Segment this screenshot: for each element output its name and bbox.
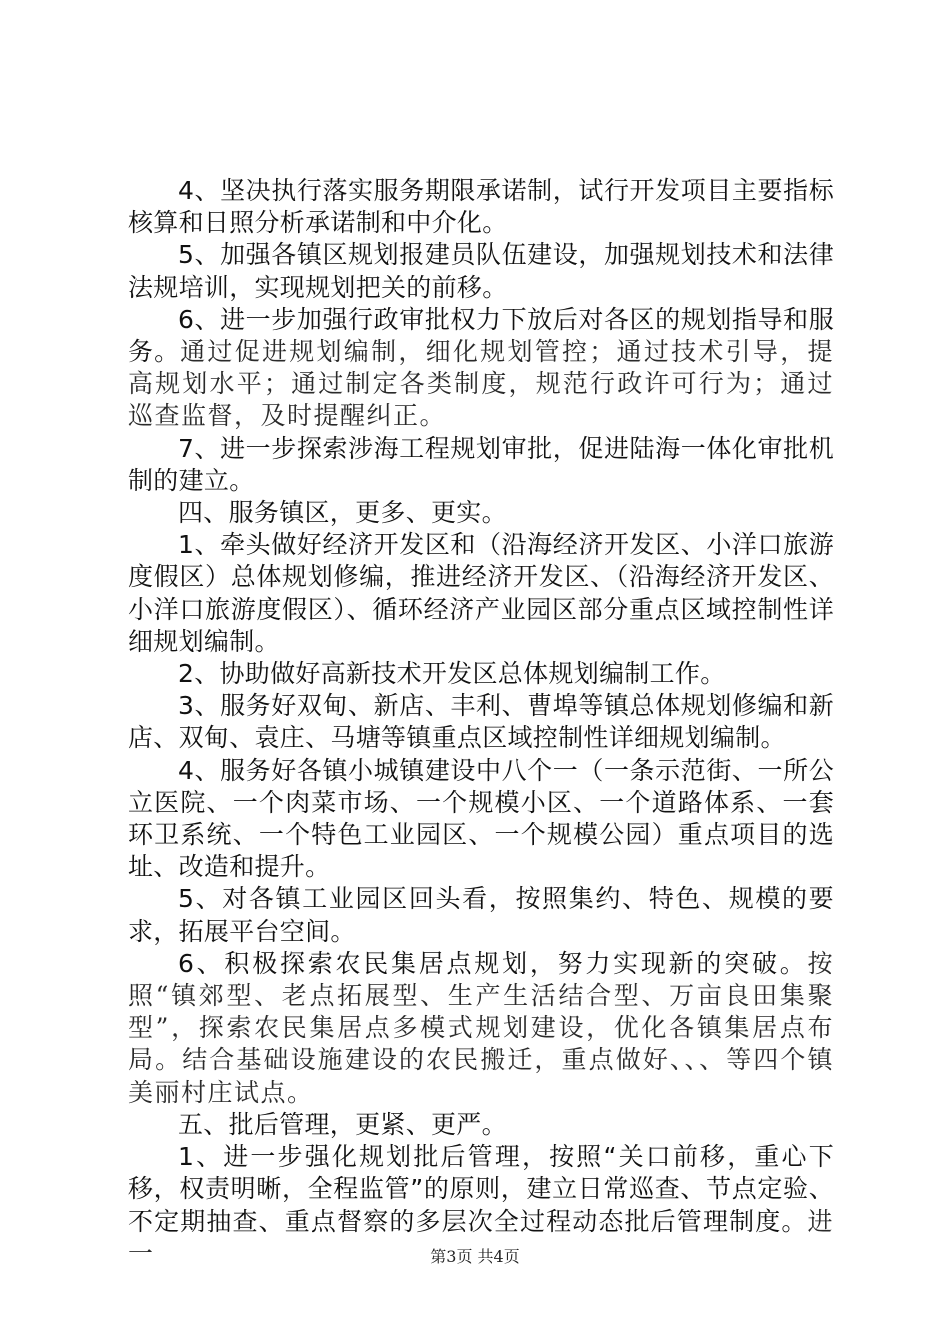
paragraph [128, 883, 834, 947]
document-body [128, 175, 834, 1270]
paragraph [128, 239, 834, 303]
paragraph [128, 948, 834, 1109]
paragraph-text: 1、牵头做好经济开发区和（沿海经济开发区、小洋口旅游度假区）总体规划修编，推进经济开发区、（沿海经济开发区、小洋口旅游度假区）、循环经济产业园区部分重点区域控制性详细规划编制。 [128, 530, 834, 656]
paragraph-text: 五、批后管理，更紧、更严。 [178, 1109, 507, 1139]
paragraph-text: 4、服务好各镇小城镇建设中八个一（一条示范街、一所公立医院、一个肉菜市场、一个规模小区、一个道路体系、一套环卫系统、一个特色工业园区、一个规模公园）重点项目的选址、改造和提升。 [128, 755, 834, 882]
paragraph [128, 658, 834, 690]
page-footer: 第3页 共4页 [430, 1247, 520, 1266]
paragraph-text: 2、协助做好高新技术开发区总体规划编制工作。 [178, 659, 726, 689]
paragraph-light-text: 按照“镇郊型、老点拓展型、生产生活结合型、万亩良田集聚型”，探索农民集居点多模式规划建设，优化各镇集居点布局。结合基础设施建设的农民搬迁，重点做好、、、等四个镇美丽村庄试点。 [128, 948, 834, 1107]
section-heading [128, 1109, 834, 1141]
paragraph-text: 3、服务好双甸、新店、丰利、曹埠等镇总体规划修编和新店、双甸、袁庄、马塘等镇重点区域控制性详细规划编制。 [128, 691, 834, 753]
paragraph [128, 529, 834, 658]
paragraph-text: 6、进一步加强行政审批权力下放后对各区的规划指导和服务。 [128, 304, 834, 367]
paragraph [128, 690, 834, 754]
paragraph-text: 6、积极探索农民集居点规划，努力实现新的突破。 [178, 948, 808, 978]
paragraph [128, 755, 834, 884]
paragraph-light-text: 通过促进规划编制，细化规划管控；通过技术引导，提高规划水平；通过制定各类制度，规范行政许可行为；通过巡查监督，及时提醒纠正。 [128, 337, 834, 431]
paragraph-light-text: 进一 [128, 1206, 834, 1268]
paragraph-text: 1、进一步强化规划批后管理，按照“关口前移，重心下移，权责明晰，全程监管”的原则，建立日常巡查、节点定验、不定期抽查、重点督察的多层次全过程动态批后管理制度。 [128, 1142, 834, 1236]
paragraph [128, 304, 834, 433]
section-heading [128, 497, 834, 529]
paragraph-text: 7、进一步探索涉海工程规划审批，促进陆海一体化审批机制的建立。 [128, 433, 834, 495]
paragraph [128, 175, 834, 239]
paragraph-text: 四、服务镇区，更多、更实。 [178, 498, 507, 528]
paragraph-text: 5、对各镇工业园区回头看，按照集约、特色、规模的要求，拓展平台空间。 [128, 884, 834, 946]
paragraph-text: 5、加强各镇区规划报建员队伍建设，加强规划技术和法律法规培训，实现规划把关的前移。 [128, 240, 834, 302]
paragraph-text: 4、坚决执行落实服务期限承诺制，试行开发项目主要指标核算和日照分析承诺制和中介化。 [128, 176, 834, 238]
paragraph [128, 433, 834, 497]
